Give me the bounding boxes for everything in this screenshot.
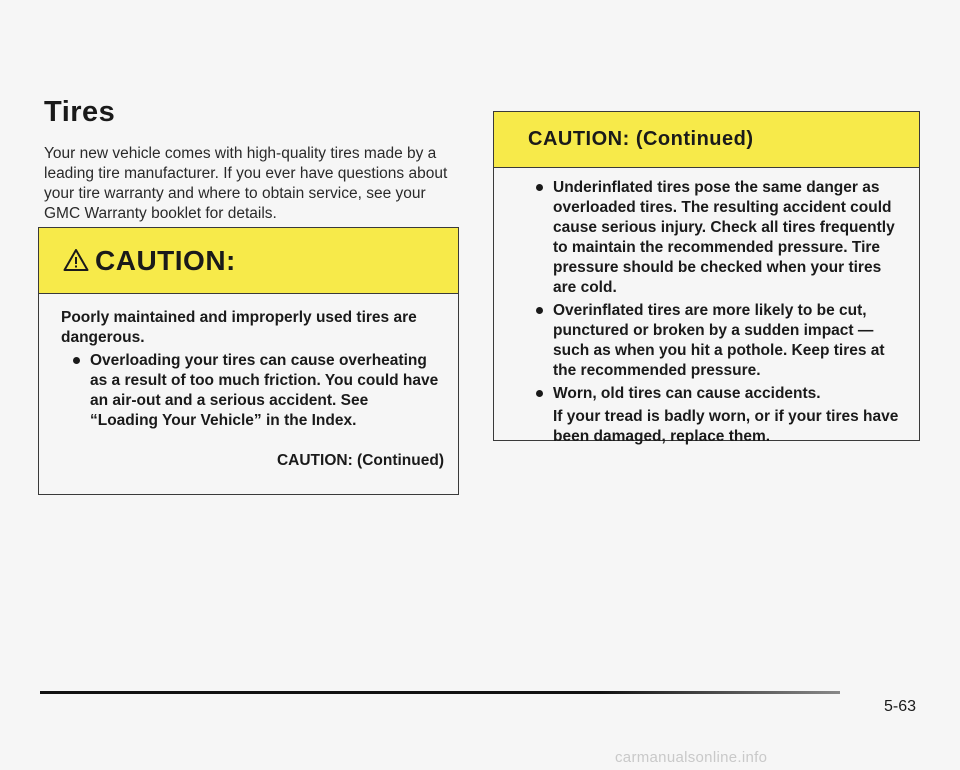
bullet-icon (73, 357, 80, 364)
caution-tail: If your tread is badly worn, or if your tires have been damaged, replace them. (553, 408, 899, 445)
bullet-icon (536, 184, 543, 191)
intro-paragraph: Your new vehicle comes with high-quality tires made by a leading tire manufacturer. If you ever have questions about your tire warranty and where to obtain service, see your GMC Warranty booklet for details. (44, 145, 448, 222)
bullet-icon (536, 390, 543, 397)
caution-box-tires (38, 227, 459, 495)
watermark: carmanualsonline.info (615, 749, 768, 766)
page-number: 5-63 (884, 698, 917, 715)
bullet-text: Underinflated tires pose the same danger as overloaded tires. The resulting accident could cause serious injury. Check all tires frequently to maintain the recommended pressure. Tire pressure should be checked when your tires are cold. (553, 179, 895, 296)
caution-body (494, 168, 919, 447)
warning-triangle-icon (63, 248, 89, 272)
caution-title: CAUTION: (95, 244, 236, 276)
list-item (69, 351, 440, 431)
caution-box-continued (493, 111, 920, 445)
page-title: Tires (44, 96, 116, 128)
caution-bullet-list (532, 178, 901, 404)
footer-rule (40, 691, 840, 694)
caution-body (39, 294, 458, 431)
bullet-text: Overloading your tires can cause overheating as a result of too much friction. You could have an air-out and a serious accident. See “Loading Your Vehicle” in the Index. (90, 352, 439, 429)
caution-header (39, 228, 458, 294)
caution-header (494, 112, 919, 168)
list-item (532, 301, 901, 381)
continued-label: CAUTION: (Continued) (276, 452, 444, 469)
list-item (532, 178, 901, 298)
bullet-text: Worn, old tires can cause accidents. (553, 385, 821, 402)
caution-title: CAUTION: (Continued) (528, 128, 754, 150)
bullet-icon (536, 307, 543, 314)
bullet-text: Overinflated tires are more likely to be cut, punctured or broken by a sudden impact — such as when you hit a pothole. Keep tires at the recommended pressure. (553, 302, 885, 379)
caution-bullet-list (61, 351, 440, 431)
list-item (532, 384, 901, 404)
caution-lead: Poorly maintained and improperly used tires are dangerous. (61, 309, 417, 346)
